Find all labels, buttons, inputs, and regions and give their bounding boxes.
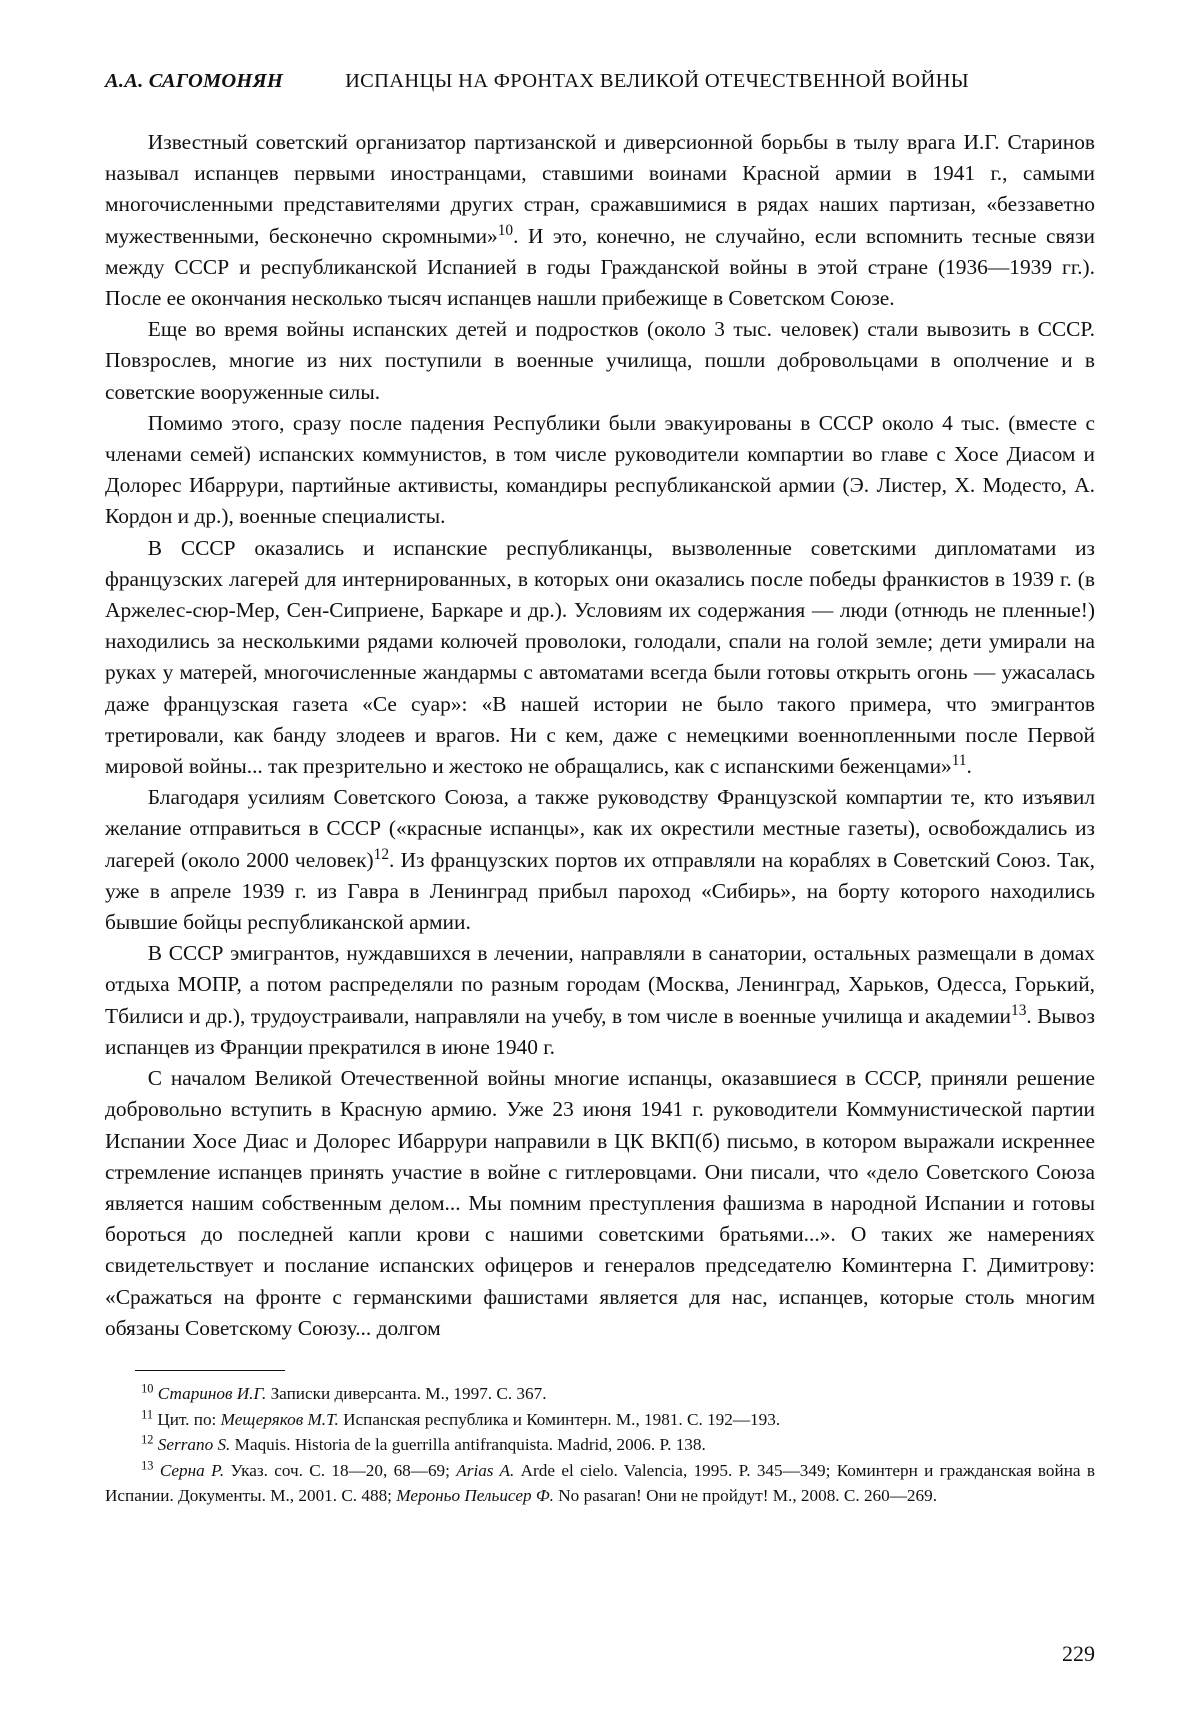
paragraph-text: В СССР оказались и испанские республиканцы, вызволенные советскими дипломатами из французских лагерей для интернированных, в которых они оказались после победы франкистов в 1939 г. (в Аржелес-сюр-Мер, Сен-Сиприене, Баркаре и др.). Условиям их содержания — люди (отнюдь не пленные!) находились за несколькими рядами колючей проволоки, голодали, спали на голой земле; дети умирали на руках у матерей, многочисленные жандармы с автоматами всегда были готовы открыть огонь — ужасалась даже французская газета «Се суар»: «В нашей истории не было такого примера, что эмигрантов третировали, как банду злодеев и врагов. Ни с кем, даже с немецкими военнопленными после Первой мировой войны... так презрительно и жестоко не обращались, как с испанскими беженцами»$^{11}$. [105, 535, 1095, 779]
paragraph [105, 782, 1095, 938]
footnote-separator [135, 1370, 285, 1371]
page-number: 229 [1062, 1641, 1095, 1666]
paragraph [105, 938, 1095, 1063]
paragraph [105, 127, 1095, 314]
footnote-item: $^{10}$ Старинов И.Г. Записки диверсанта. М., 1997. С. 367. [141, 1381, 547, 1403]
author-name: А.А. САГОМОНЯН [105, 70, 284, 92]
paragraph-text: В СССР эмигрантов, нуждавшихся в лечении, направляли в санатории, остальных размещали в домах отдыха МОПР, а потом распределяли по разным городам (Москва, Ленинград, Харьков, Одесса, Горький, Тбилиси и др.), трудоустраивали, направляли на учебу, в том числе в военные училища и академии$^{13}$. Вывоз испанцев из Франции прекратился в июне 1940 г. [105, 941, 1096, 1059]
page-title: ИСПАНЦЫ НА ФРОНТАХ ВЕЛИКОЙ ОТЕЧЕСТВЕННОЙ ВОЙНЫ [345, 70, 969, 92]
paragraph-text: Благодаря усилиям Советского Союза, а также руководству Французской компартии те, кто изъявил желание отправиться в СССР («красные испанцы», как их окрестили местные газеты), освобождались из лагерей (около 2000 человек)$^{12}$. Из французских портов их отправляли на кораблях в Советский Союз. Так, уже в апреле 1939 г. из Гавра в Ленинград прибыл пароход «Сибирь», на борту которого находились бывшие бойцы республиканской армии. [105, 785, 1095, 935]
paragraph-text: С началом Великой Отечественной войны многие испанцы, оказавшиеся в СССР, приняли решение добровольно вступить в Красную армию. Уже 23 июня 1941 г. руководители Коммунистической партии Испании Хосе Диас и Долорес Ибаррури направили в ЦК ВКП(б) письмо, в котором выражали искреннее стремление испанцев принять участие в войне с гитлеровцами. Они писали, что «дело Советского Союза является нашим собственным делом... Мы помним преступления фашизма в народной Испании и готовы бороться до последней капли крови с нашими советскими братьями...». О таких же намерениях свидетельствует и послание испанских офицеров и генералов председателю Коминтерна Г. Димитрову: «Сражаться на фронте с германскими фашистами является для нас, испанцев, которые столь многим обязаны Советскому Союзу... долгом [105, 1066, 1095, 1340]
paragraph [105, 408, 1095, 533]
paragraph [105, 314, 1095, 408]
footnotes-block [105, 1381, 1095, 1509]
running-head [105, 70, 1095, 93]
paragraph-text: Известный советский организатор партизанской и диверсионной борьбы в тылу врага И.Г. Старинов называл испанцев первыми иностранцами, ставшими воинами Красной армии в 1941 г., самыми многочисленными представителями других стран, сражавшимися в рядах наших партизан, «беззаветно мужественными, бесконечно скромными»$^{10}$. И это, конечно, не случайно, если вспомнить тесные связи между СССР и республиканской Испанией в годы Гражданской войны в этой стране (1936—1939 гг.). После ее окончания несколько тысяч испанцев нашли прибежище в Советском Союзе. [105, 130, 1095, 311]
paragraph-text: Еще во время войны испанских детей и подростков (около 3 тыс. человек) стали вывозить в СССР. Повзрослев, многие из них поступили в военные училища, пошли добровольцами в ополчение и в советские вооруженные силы. [105, 317, 1095, 404]
paragraph [105, 1063, 1095, 1344]
paragraph-text: Помимо этого, сразу после падения Республики были эвакуированы в СССР около 4 тыс. (вместе с членами семей) испанских коммунистов, в том числе руководители компартии во главе с Хосе Диасом и Долорес Ибаррури, партийные активисты, командиры республиканской армии (Э. Листер, Х. Модесто, А. Кордон и др.), военные специалисты. [105, 410, 1095, 529]
footnote-item: $^{11}$ Цит. по: Мещеряков М.Т. Испанская республика и Коминтерн. М., 1981. С. 192—193. [141, 1406, 781, 1429]
footnote-item: $^{12}$ Serrano S. Maquis. Historia de la guerrilla antifranquista. Madrid, 2006. P. 138. [141, 1432, 706, 1455]
body-text [105, 127, 1095, 1344]
paragraph [105, 533, 1095, 783]
footnote-item: $^{13}$ Серна Р. Указ. соч. С. 18—20, 68—69; Arias A. Arde el cielo. Valencia, 1995. P. 345—349; Коминтерн и гражданская война в Испании. Документы. М., 2001. С. 488; Мероньо Пельисер Ф. No pasaran! Они не пройдут! М., 2008. С. 260—269. [105, 1457, 1095, 1506]
